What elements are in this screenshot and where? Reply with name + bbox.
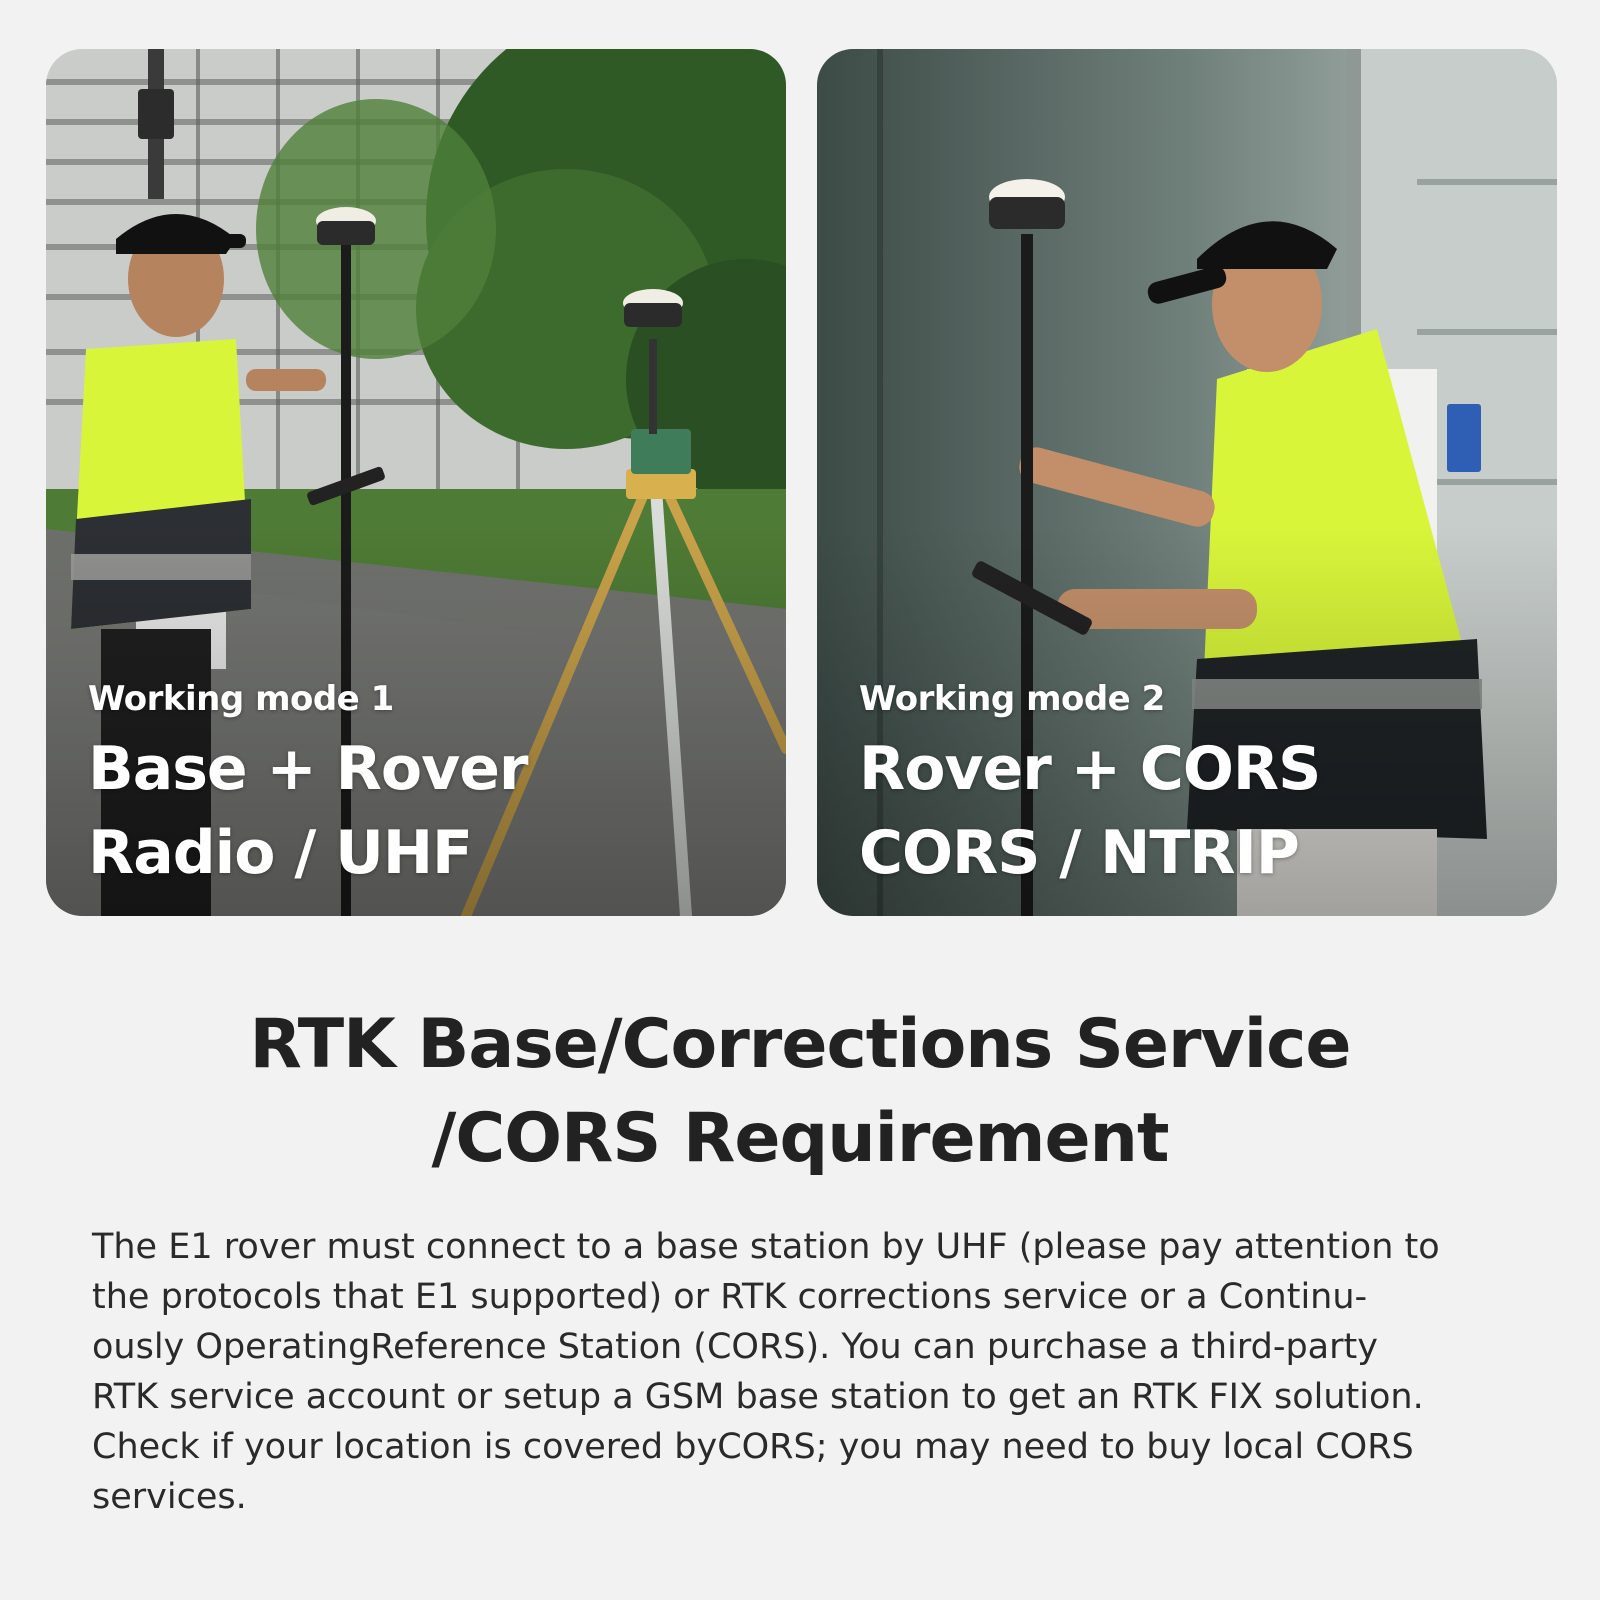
description-line: RTK service account or setup a GSM base station to get an RTK FIX solution. — [92, 1377, 1424, 1417]
heading-line-2: /CORS Requirement — [431, 1099, 1169, 1178]
working-mode-1-card — [46, 49, 786, 916]
description-line: The E1 rover must connect to a base station by UHF (please pay attention to — [92, 1227, 1440, 1267]
mode-label: Working mode 1 — [88, 679, 394, 719]
page-heading — [0, 998, 1600, 1186]
card-overlay — [88, 677, 528, 895]
mode-subtitle: CORS / NTRIP — [859, 818, 1299, 888]
description-line: the protocols that E1 supported) or RTK corrections service or a Continu- — [92, 1277, 1368, 1317]
card-overlay — [859, 677, 1320, 895]
heading-line-1: RTK Base/Corrections Service — [249, 1005, 1351, 1084]
mode-title: Rover + CORS — [859, 734, 1321, 804]
description-line: ously OperatingReference Station (CORS). You can purchase a third-party — [92, 1327, 1378, 1367]
working-mode-2-card — [817, 49, 1557, 916]
mode-label: Working mode 2 — [859, 679, 1165, 719]
description-paragraph — [92, 1222, 1522, 1522]
mode-subtitle: Radio / UHF — [88, 818, 473, 888]
description-line: Check if your location is covered byCORS; you may need to buy local CORS — [92, 1427, 1414, 1467]
mode-title: Base + Rover — [88, 734, 528, 804]
description-line: services. — [92, 1477, 247, 1517]
